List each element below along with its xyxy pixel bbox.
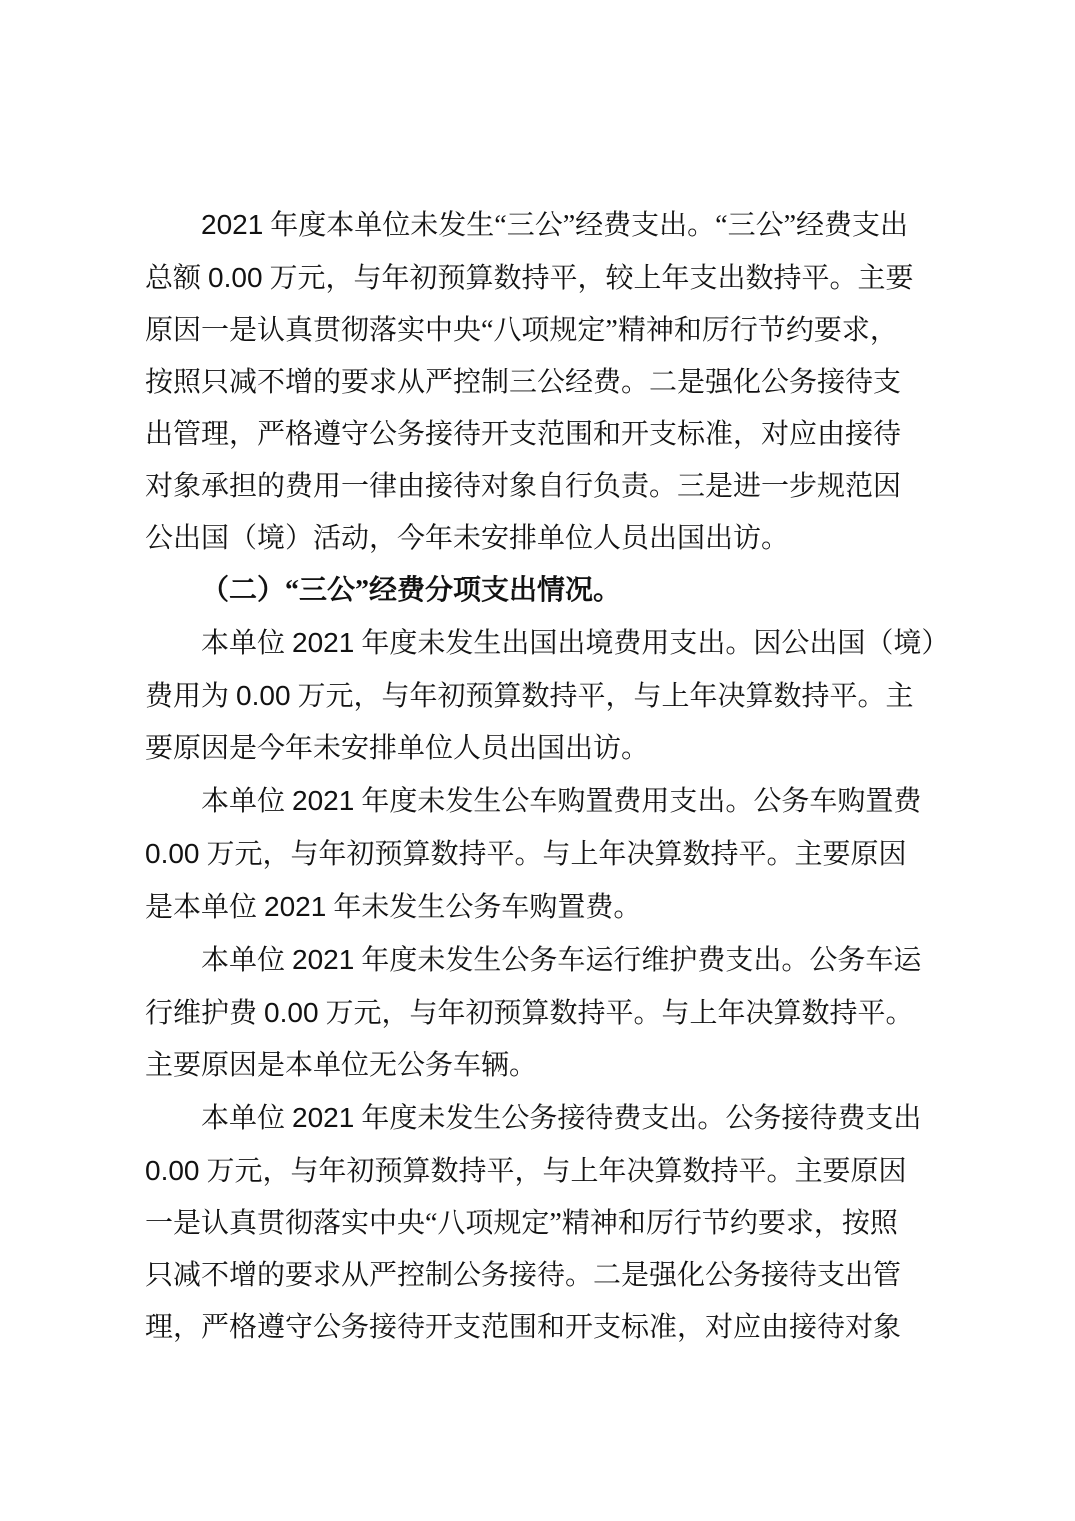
paragraph-vehicle-maintenance (145, 934, 920, 1092)
paragraph-abroad-expense (145, 617, 950, 775)
text-line: 按照只减不增的要求从严控制三公经费。二是强化公务接待支 (145, 367, 902, 398)
heading-line: （二）“三公”经费分项支出情况。 (201, 575, 622, 606)
text-line: 只减不增的要求从严控制公务接待。二是强化公务接待支出管 (145, 1260, 902, 1291)
text-line: 0.00 万元，与年初预算数持平。与上年决算数持平。主要原因 (145, 838, 907, 870)
paragraph-three-public-summary (145, 199, 920, 565)
text-line: 费用为 0.00 万元，与年初预算数持平，与上年决算数持平。主 (145, 680, 914, 712)
text-line: 本单位 2021 年度未发生公务接待费支出。公务接待费支出 (201, 1102, 922, 1134)
document-body (145, 199, 950, 1354)
text-line: 原因一是认真贯彻落实中央“八项规定”精神和厉行节约要求， (145, 315, 898, 346)
text-line: 行维护费 0.00 万元，与年初预算数持平。与上年决算数持平。 (145, 997, 914, 1029)
text-line: 0.00 万元，与年初预算数持平，与上年决算数持平。主要原因 (145, 1155, 907, 1187)
paragraph-vehicle-purchase (145, 775, 920, 934)
text-line: 要原因是今年未安排单位人员出国出访。 (145, 733, 650, 764)
text-line: 是本单位 2021 年未发生公务车购置费。 (145, 891, 642, 923)
text-line: 本单位 2021 年度未发生出国出境费用支出。因公出国（境） (201, 627, 950, 659)
text-line: 公出国（境）活动，今年未安排单位人员出国出访。 (145, 523, 790, 554)
text-line: 2021 年度本单位未发生“三公”经费支出。“三公”经费支出 (201, 209, 909, 241)
text-line: 出管理，严格遵守公务接待开支范围和开支标准，对应由接待 (145, 419, 902, 450)
section-heading-two (145, 565, 920, 617)
text-line: 本单位 2021 年度未发生公车购置费用支出。公务车购置费 (201, 785, 922, 817)
text-line: 一是认真贯彻落实中央“八项规定”精神和厉行节约要求，按照 (145, 1208, 898, 1239)
text-line: 理，严格遵守公务接待开支范围和开支标准，对应由接待对象 (145, 1312, 902, 1343)
text-line: 总额 0.00 万元，与年初预算数持平，较上年支出数持平。主要 (145, 262, 914, 294)
paragraph-official-reception (145, 1092, 920, 1354)
text-line: 本单位 2021 年度未发生公务车运行维护费支出。公务车运 (201, 944, 922, 976)
text-line: 主要原因是本单位无公务车辆。 (145, 1050, 538, 1081)
text-line: 对象承担的费用一律由接待对象自行负责。三是进一步规范因 (145, 471, 902, 502)
